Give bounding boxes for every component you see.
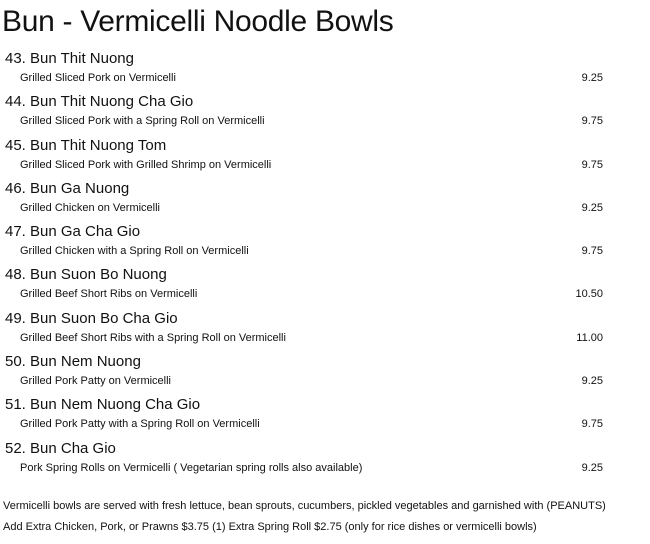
menu-item — [0, 177, 650, 220]
item-name: 47. Bun Ga Cha Gio — [5, 223, 141, 241]
item-name: 51. Bun Nem Nuong Cha Gio — [5, 396, 201, 414]
item-price: 10.50 — [575, 288, 603, 301]
item-price: 9.75 — [581, 245, 603, 258]
item-price: 11.00 — [576, 331, 603, 344]
item-price: 9.75 — [581, 418, 603, 431]
menu-item — [0, 393, 650, 436]
serving-note: Vermicelli bowls are served with fresh lettuce, bean sprouts, cucumbers, pickled vegetables and garnished with (PEANUTS) — [3, 500, 606, 512]
item-name: 44. Bun Thit Nuong Cha Gio — [5, 93, 194, 111]
item-description: Grilled Beef Short Ribs on Vermicelli — [20, 288, 198, 301]
item-description: Grilled Pork Patty on Vermicelli — [20, 375, 171, 388]
menu-item — [0, 263, 650, 306]
item-name: 49. Bun Suon Bo Cha Gio — [5, 309, 178, 327]
page-title: Bun - Vermicelli Noodle Bowls — [2, 5, 394, 38]
item-price: 9.25 — [581, 72, 603, 84]
item-name: 50. Bun Nem Nuong — [5, 353, 141, 371]
item-price: 9.75 — [581, 115, 603, 128]
menu-item — [0, 134, 650, 177]
item-name: 45. Bun Thit Nuong Tom — [5, 136, 167, 154]
item-name: 46. Bun Ga Nuong — [5, 179, 130, 197]
menu-item — [0, 90, 650, 133]
item-description: Grilled Chicken on Vermicelli — [20, 201, 160, 214]
item-name: 48. Bun Suon Bo Nuong — [5, 266, 167, 284]
item-description: Grilled Sliced Pork with a Spring Roll on Vermicelli — [20, 115, 265, 128]
item-price: 9.25 — [581, 201, 603, 214]
menu-item — [0, 220, 650, 263]
item-name: 52. Bun Cha Gio — [5, 439, 116, 457]
item-description: Pork Spring Rolls on Vermicelli ( Vegetarian spring rolls also available) — [20, 461, 363, 474]
menu-list — [0, 47, 650, 480]
item-description: Grilled Beef Short Ribs with a Spring Roll on Vermicelli — [20, 331, 286, 344]
item-price: 9.25 — [581, 375, 603, 388]
extras-note: Add Extra Chicken, Pork, or Prawns $3.75 (1) Extra Spring Roll $2.75 (only for rice dishes or vermicelli bowls) — [3, 521, 537, 533]
menu-item — [0, 437, 650, 480]
item-description: Grilled Sliced Pork on Vermicelli — [20, 72, 176, 84]
item-description: Grilled Chicken with a Spring Roll on Vermicelli — [20, 245, 249, 258]
item-price: 9.25 — [581, 461, 603, 474]
item-name: 43. Bun Thit Nuong — [5, 50, 134, 67]
menu-item — [0, 350, 650, 393]
item-price: 9.75 — [581, 158, 603, 171]
item-description: Grilled Sliced Pork with Grilled Shrimp on Vermicelli — [20, 158, 272, 171]
menu-item — [0, 47, 650, 90]
item-description: Grilled Pork Patty with a Spring Roll on Vermicelli — [20, 418, 260, 431]
menu-item — [0, 307, 650, 350]
